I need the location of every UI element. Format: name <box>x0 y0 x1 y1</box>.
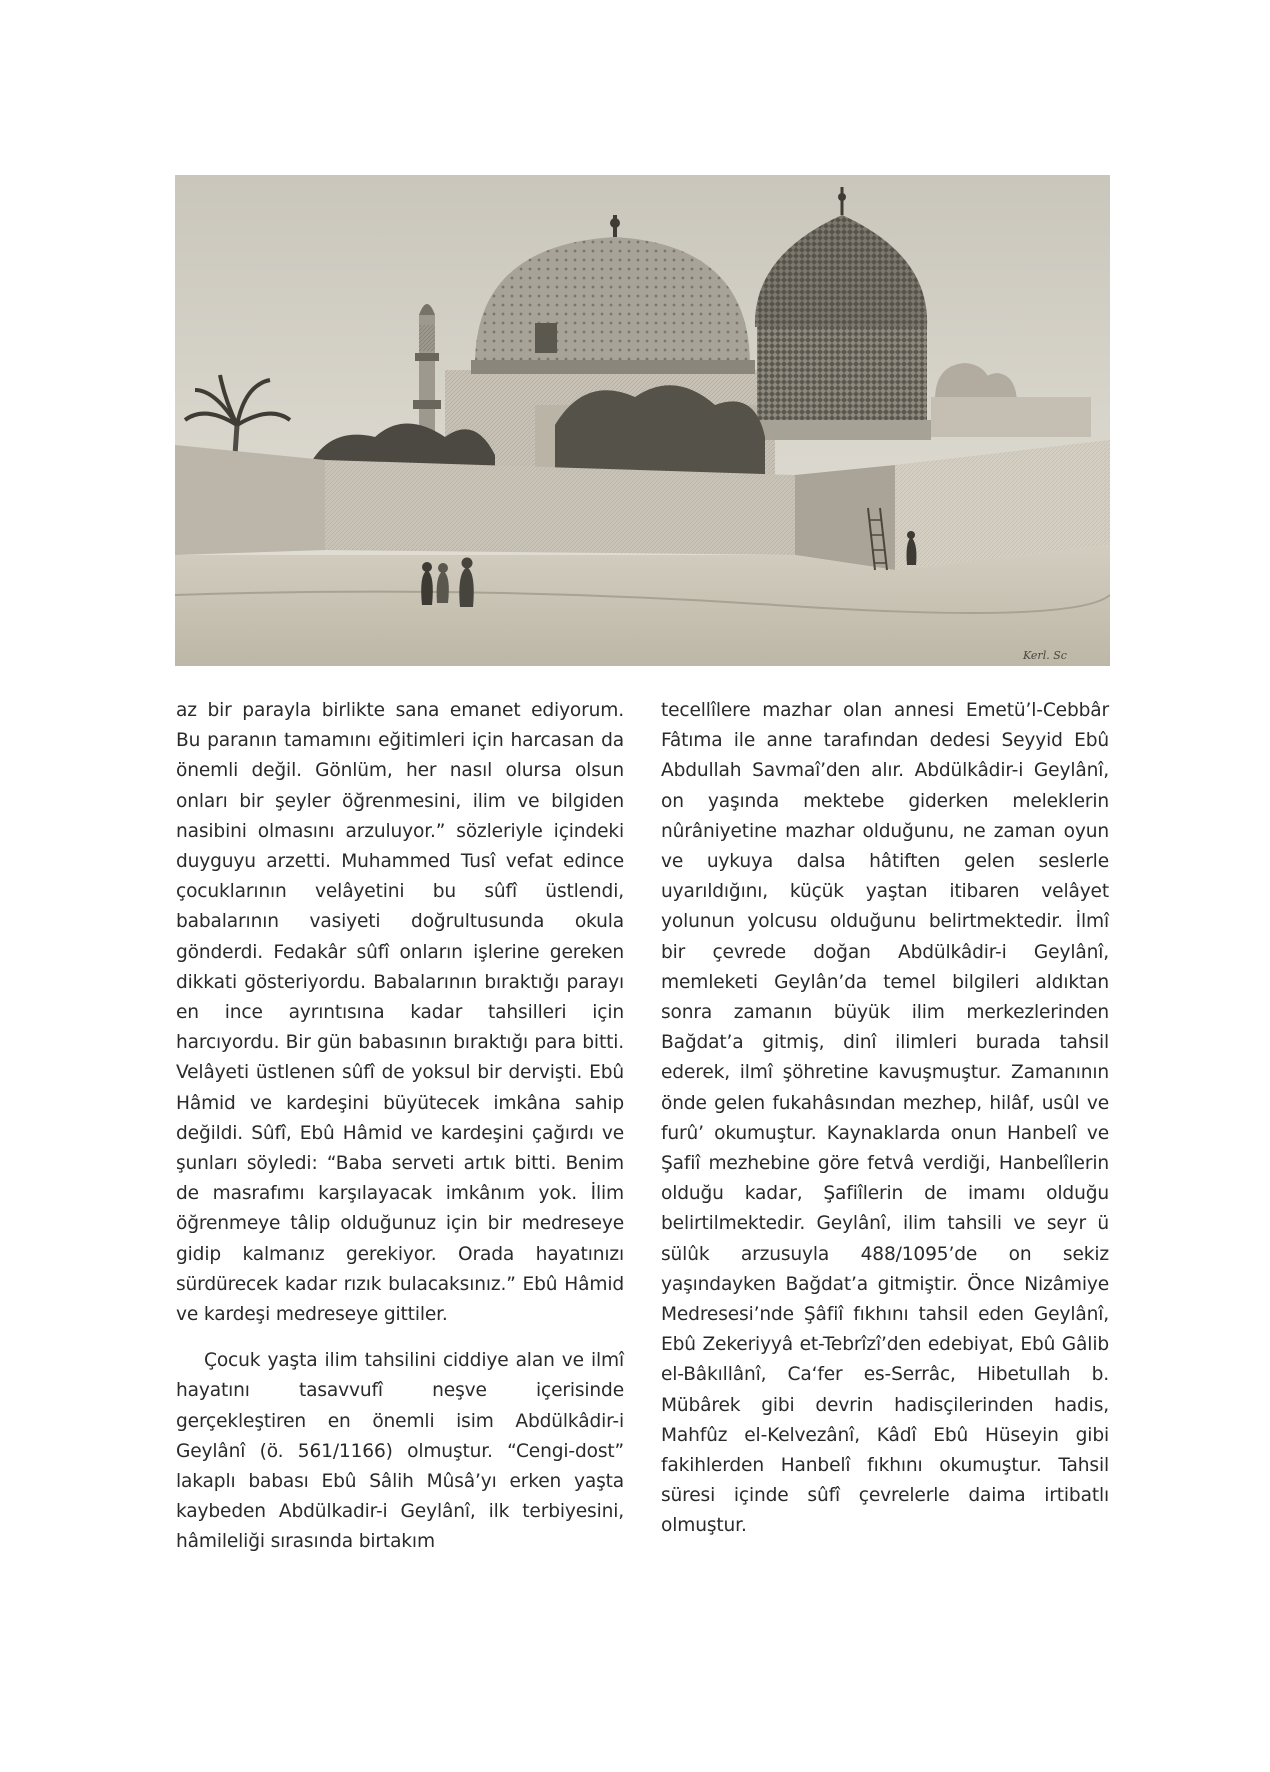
right-text-column <box>661 696 1109 1542</box>
engraver-signature: Kerl. Sc <box>1023 649 1067 662</box>
mosque-engraving <box>175 175 1110 666</box>
left-paragraph-2: Çocuk yaşta ilim tahsilini ciddiye alan ve ilmî hayatını tasavvufî neşve içerisinde gerçekleştiren en önemli isim Abdülkâdir-i Geylânî (ö. 561/1166) olmuştur. “Cengi-dost” lakaplı babası Ebû Sâlih Mûsâ’yı erken yaşta kaybeden Abdülkadir-i Geylânî, ilk terbiyesini, hâmileliği sırasında birtakım <box>176 1350 624 1553</box>
left-paragraph-1: az bir parayla birlikte sana emanet ediyorum. Bu paranın tamamını eğitimleri için harcasan da önemli değil. Gönlüm, her nasıl olursa olsun onları bir şeyler öğrenmesini, ilim ve bilgiden nasibini olmasını arzuluyor.” sözleriyle içindeki duyguyu arzetti. Muhammed Tusî vefat edince çocuklarının velâyetini bu sûfî üstlendi, babalarının vasiyeti doğrultusunda okula gönderdi. Fedakâr sûfî onların işlerine gereken dikkati gösteriyordu. Babalarının bıraktığı parayı en ince ayrıntısına kadar tahsilleri için harcıyordu. Bir gün babasının bıraktığı para bitti. Velâyeti üstlenen sûfî de yoksul bir dervişti. Ebû Hâmid ve kardeşini büyütecek imkâna sahip değildi. Sûfî, Ebû Hâmid ve kardeşini çağırdı ve şunları söyledi: “Baba serveti artık bitti. Benim de masrafımı karşılayacak imkânım yok. İlim öğrenmeye tâlip olduğunuz için bir medreseye gidip kalmanız gerekiyor. Orada hayatınızı sürdürecek kadar rızık bulacaksınız.” Ebû Hâmid ve kardeşi medreseye gittiler. <box>176 700 624 1326</box>
engraving-illustration <box>175 175 1110 666</box>
left-text-column <box>176 696 624 1558</box>
right-paragraph-1: tecellîlere mazhar olan annesi Emetü’l-Cebbâr Fâtıma ile anne tarafından dedesi Seyyid Ebû Abdullah Savmaî’den alır. Abdülkâdir-i Geylânî, on yaşında mektebe giderken meleklerin nûrâniyetine mazhar olduğunu, ne zaman oyun ve uykuya dalsa hâtiften gelen seslerle uyarıldığını, küçük yaştan itibaren velâyet yolunun yolcusu olduğunu belirtmektedir. İlmî bir çevrede doğan Abdülkâdir-i Geylânî, memleketi Geylân’da temel bilgileri aldıktan sonra zamanın büyük ilim merkezlerinden Bağdat’a gitmiş, dinî ilimleri burada tahsil ederek, ilmî şöhretine kavuşmuştur. Zamanının önde gelen fukahâsından mezhep, hilâf, usûl ve furû’ okumuştur. Kaynaklarda onun Hanbelî ve Şafiî mezhebine göre fetvâ verdiği, Hanbelîlerin olduğu kadar, Şafiîlerin de imamı olduğu belirtilmektedir. Geylânî, ilim tahsili ve seyr ü sülûk arzusuyla 488/1095’de on sekiz yaşındayken Bağdat’a gitmiştir. Önce Nizâmiye Medresesi’nde Şâfiî fıkhını tahsil eden Geylânî, Ebû Zekeriyyâ et-Tebrîzî’den edebiyat, Ebû Gâlib el-Bâkıllânî, Ca‘fer es-Serrâc, Hibetullah b. Mübârek gibi devrin hadisçilerinden hadis, Mahfûz el-Kelvezânî, Kâdî Ebû Hüseyin gibi fakihlerden Hanbelî fıkhını okumuştur. Tahsil süresi içinde sûfî çevrelerle daima irtibatlı olmuştur. <box>661 700 1109 1537</box>
